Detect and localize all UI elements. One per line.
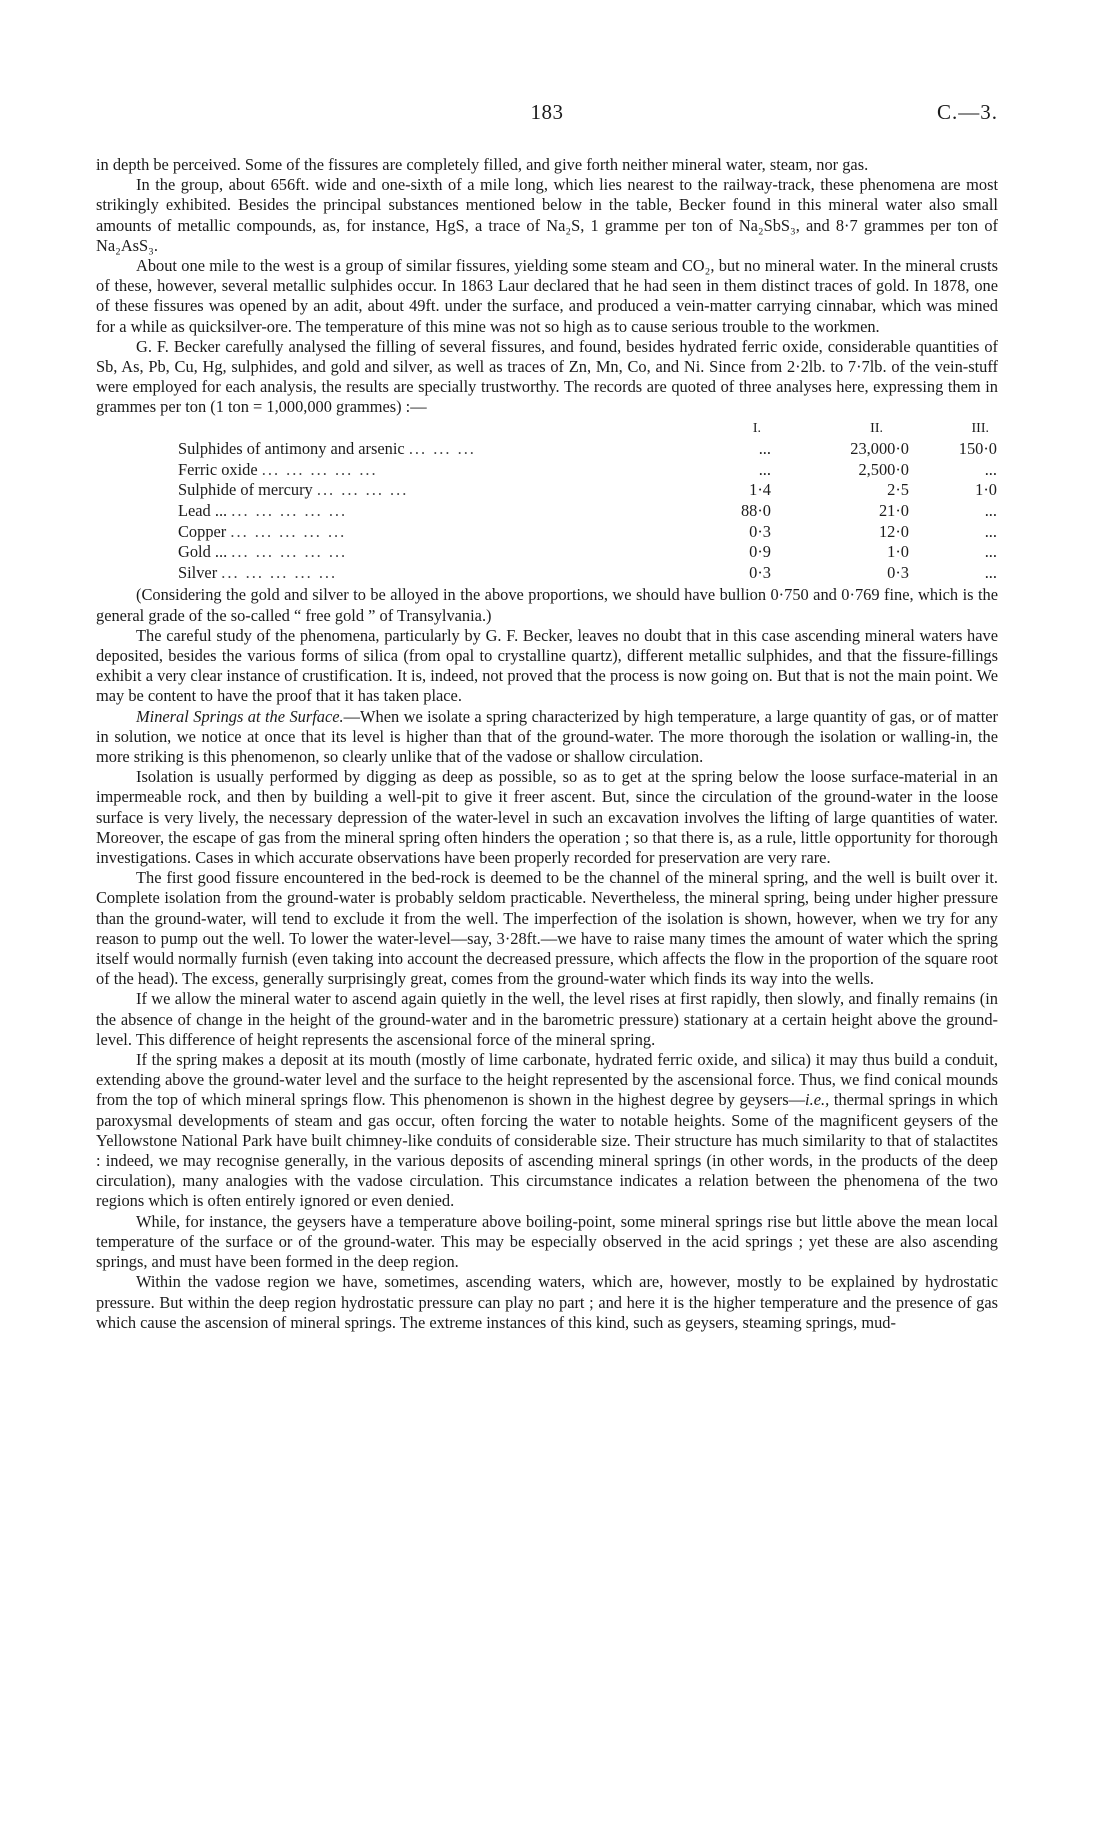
- table-cell: 88·0: [740, 501, 771, 521]
- leader-dots: ... ... ... ... ...: [231, 542, 348, 562]
- leader-dots: ... ... ... ...: [316, 480, 409, 500]
- column-header: II.: [870, 420, 883, 436]
- table-cell: 2,500·0: [858, 459, 909, 479]
- table-cell: 1·4: [749, 480, 771, 500]
- column-header: I.: [752, 420, 761, 436]
- table-cell: 0·9: [749, 542, 771, 562]
- row-label: Sulphide of mercury: [178, 480, 313, 500]
- table-row: [178, 501, 997, 522]
- leader-dots: ... ... ... ... ...: [231, 501, 348, 521]
- row-label: Gold ...: [178, 542, 228, 562]
- row-label: Lead ...: [178, 501, 228, 521]
- table-cell: 0·3: [887, 562, 909, 582]
- leader-dots: ... ... ... ... ...: [261, 459, 378, 479]
- paragraph: While, for instance, the geysers have a temperature above boiling-point, some mineral springs rise but little above the mean local temperature of the surface or of the ground-water. This may be especially observed in the acid springs ; yet these are also ascending springs, and must have been formed in the deep region.: [96, 1211, 998, 1272]
- paragraph-text: thermal springs in which paroxysmal developments of steam and gas occur, often forcing the water to notable heights. Some of the magnificent geysers of the Yellowstone National Park have built chimney-like conduits of considerable size. Their structure has much similarity to that of stalactites : indeed, we may recognise generally, in the various deposits of ascending mineral springs (in other words, in the products of the deep circulation), many analogies with the vadose circulation. This circumstance indicates a relation between the phenomena of the two regions which is often entirely ignored or even denied.: [96, 1090, 998, 1211]
- paragraph: Isolation is usually performed by digging as deep as possible, so as to get at the spring below the loose surface-material in an impermeable rock, and then by building a well-pit to give it freer ascent. But, since the circulation of the ground-water in the loose surface is very lively, the necessary depression of the water-level in such an excavation involves the lifting of large quantities of water. Moreover, the escape of gas from the mineral spring often hinders the operation ; so that there is, as a rule, little opportunity for thorough investigations. Cases in which accurate observations have been properly recorded for preservation are very rare.: [96, 767, 998, 868]
- paragraph: In the group, about 656ft. wide and one-sixth of a mile long, which lies nearest to the railway-track, these phenomena are most strikingly exhibited. Besides the principal substances mentioned below in the table, Becker found in this mineral water also small amounts of metallic compounds, as, for instance, HgS, a trace of Na₂S, 1 gramme per ton of Na₂SbS₃, and 8·7 grammes per ton of Na₂AsS₃.: [96, 175, 998, 255]
- table-cell: 2·5: [887, 480, 909, 500]
- row-label: Sulphides of antimony and arsenic: [178, 439, 405, 459]
- table-row: [178, 563, 997, 584]
- paragraph-text: —When we isolate a spring characterized by high temperature, a large quantity of gas, or of matter in solution, we notice at once that its level is higher than that of the ground-water. The more thorough the isolation or walling-in, the more striking is this phenomenon, so clearly unlike that of the vadose or shallow circulation.: [96, 706, 998, 767]
- table-row: [178, 460, 997, 481]
- analyses-table: [178, 419, 997, 584]
- table-cell: ...: [984, 521, 997, 541]
- paragraph: G. F. Becker carefully analysed the filling of several fissures, and found, besides hydrated ferric oxide, considerable quantities of Sb, As, Pb, Cu, Hg, sulphides, and gold and silver, as well as traces of Zn, Mn, Co, and Ni. Since from 2·2lb. to 7·7lb. of the vein-stuff were employed for each analysis, the results are specially trustworthy. The records are quoted of three analyses here, expressing them in grammes per ton (1 ton = 1,000,000 grammes) :—: [96, 336, 998, 417]
- paragraph: in depth be perceived. Some of the fissures are completely filled, and give forth neither mineral water, steam, nor gas.: [96, 155, 869, 174]
- paragraph: [96, 707, 998, 768]
- table-cell: ...: [984, 562, 997, 582]
- row-label: Ferric oxide: [178, 459, 258, 479]
- table-row: [178, 542, 997, 563]
- page-header: [96, 100, 998, 130]
- table-cell: 0·3: [749, 562, 771, 582]
- table-row: [178, 439, 997, 460]
- paragraph: [96, 1050, 998, 1212]
- table-cell: 0·3: [749, 521, 771, 541]
- paragraph: (Considering the gold and silver to be alloyed in the above proportions, we should have bullion 0·750 and 0·769 fine, which is the general grade of the so-called “ free gold ” of Transylvania.): [96, 585, 998, 625]
- table-cell: ...: [984, 542, 997, 562]
- row-label: Silver: [178, 562, 218, 582]
- column-header: III.: [971, 420, 989, 436]
- document-reference: C.—3.: [936, 100, 998, 124]
- section-heading: Mineral Springs at the Surface.: [136, 706, 344, 726]
- table-cell: 23,000·0: [850, 439, 909, 459]
- table-cell: ...: [758, 439, 771, 459]
- leader-dots: ... ... ...: [408, 439, 476, 459]
- table-cell: 21·0: [878, 501, 909, 521]
- table-cell: 1·0: [975, 480, 997, 500]
- paragraph: Within the vadose region we have, sometimes, ascending waters, which are, however, mostly to be explained by hydrostatic pressure. But within the deep region hydrostatic pressure can play no part ; and here it is the higher temperature and the presence of gas which cause the ascension of mineral springs. The extreme instances of this kind, such as geysers, steaming springs, mud-: [96, 1272, 998, 1332]
- page-body: [96, 155, 998, 1333]
- table-cell: ...: [758, 459, 771, 479]
- italic-abbreviation: i.e.,: [805, 1090, 830, 1110]
- table-header-row: [178, 419, 997, 440]
- table-row: [178, 480, 997, 501]
- table-cell: 1·0: [887, 542, 909, 562]
- paragraph: The careful study of the phenomena, particularly by G. F. Becker, leaves no doubt that in this case ascending mineral waters have deposited, besides the various forms of silica (from opal to crystalline quartz), different metallic sulphides, and that the fissure-fillings exhibit a very clear instance of crustification. It is, indeed, not proved that the process is now going on. But that is not the main point. We may be content to have the proof that it has taken place.: [96, 625, 998, 706]
- page-number: 183: [530, 100, 564, 124]
- paragraph: If we allow the mineral water to ascend again quietly in the well, the level rises at first rapidly, then slowly, and finally remains (in the absence of change in the height of the ground-water and in the barometric pressure) stationary at a certain height above the ground-level. This difference of height represents the ascensional force of the mineral spring.: [96, 989, 998, 1049]
- table-cell: 150·0: [958, 439, 997, 459]
- table-cell: ...: [984, 501, 997, 521]
- leader-dots: ... ... ... ... ...: [221, 562, 338, 582]
- table-cell: 12·0: [878, 521, 909, 541]
- row-label: Copper: [178, 521, 227, 541]
- table-cell: ...: [984, 459, 997, 479]
- table-row: [178, 522, 997, 543]
- paragraph-text: If the spring makes a deposit at its mouth (mostly of lime carbonate, hydrated ferric oxide, and silica) it may thus build a conduit, extending above the ground-water level and the surface to the height represented by the ascensional force. Thus, we find conical mounds from the top of which mineral springs flow. This phenomenon is shown in the highest degree by geysers—: [96, 1050, 998, 1110]
- leader-dots: ... ... ... ... ...: [230, 521, 347, 541]
- paragraph: The first good fissure encountered in the bed-rock is deemed to be the channel of the mineral spring, and the well is built over it. Complete isolation from the ground-water is probably seldom practicable. Nevertheless, the mineral spring, being under higher pressure than the ground-water, will tend to exclude it from the well. The imperfection of the isolation is shown, however, when we try for any reason to pump out the well. To lower the water-level—say, 3·28ft.—we have to raise many times the amount of water which the spring itself would normally furnish (even taking into account the decreased pressure, which affects the flow in the proportion of the square root of the head). The excess, generally surprisingly great, comes from the ground-water which finds its way into the wells.: [96, 868, 998, 989]
- paragraph: About one mile to the west is a group of similar fissures, yielding some steam and CO₂, but no mineral water. In the mineral crusts of these, however, several metallic sulphides occur. In 1863 Laur declared that he had seen in them distinct traces of gold. In 1878, one of these fissures was opened by an adit, about 49ft. under the surface, and produced a vein-matter carrying cinnabar, which was mined for a while as quicksilver-ore. The temperature of this mine was not so high as to cause serious trouble to the workmen.: [96, 256, 998, 336]
